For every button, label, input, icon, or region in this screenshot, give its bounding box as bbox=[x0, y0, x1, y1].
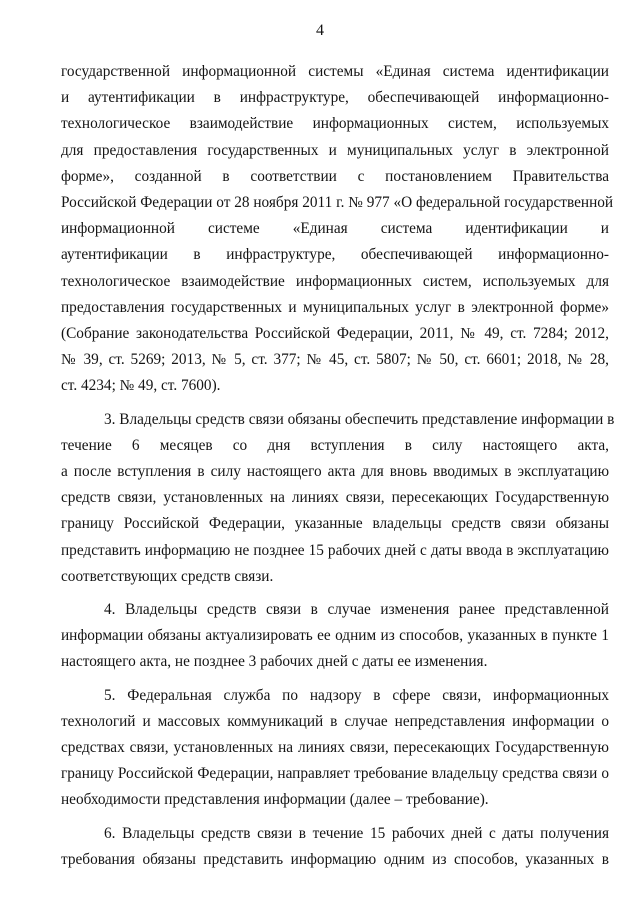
text-line: соответствующих средств связи. bbox=[61, 567, 274, 585]
text-line: предоставления государственных и муниципальных услуг в электронной форме» bbox=[61, 298, 609, 316]
text-line: ст. 4234; № 49, ст. 7600). bbox=[61, 377, 221, 395]
text-line: границу Российской Федерации, направляет требование владельцу средства связи о bbox=[61, 765, 609, 783]
paragraph-item-6 bbox=[61, 821, 609, 873]
text-line: средствах связи, установленных на линиях связи, пересекающих Государственную bbox=[61, 739, 609, 757]
text-line: представить информацию не позднее 15 рабочих дней с даты ввода в эксплуатацию bbox=[61, 541, 609, 559]
text-line: (Собрание законодательства Российской Федерации, 2011, № 49, ст. 7284; 2012, bbox=[61, 325, 609, 343]
text-line: средств связи, установленных на линиях связи, пересекающих Государственную bbox=[61, 489, 609, 507]
text-line: государственной информационной системы «Единая система идентификации bbox=[61, 63, 609, 80]
text-line: настоящего акта, не позднее 3 рабочих дней с даты ее изменения. bbox=[61, 653, 488, 671]
text-line: для предоставления государственных и муниципальных услуг в электронной bbox=[61, 141, 609, 159]
text-line: необходимости представления информации (далее – требование). bbox=[61, 791, 489, 809]
text-line: информационной системе «Единая система идентификации и bbox=[61, 220, 609, 238]
paragraph-item-5 bbox=[61, 683, 609, 814]
text-line: технологическое взаимодействие информационных систем, используемых bbox=[61, 115, 609, 133]
text-line: технологий и массовых коммуникаций в случае непредставления информации о bbox=[61, 712, 609, 730]
text-line: 6. Владельцы средств связи в течение 15 рабочих дней с даты получения bbox=[104, 824, 609, 842]
paragraph-continuation bbox=[61, 59, 614, 400]
text-line: форме», созданной в соответствии с постановлением Правительства bbox=[61, 167, 609, 185]
text-line: 4. Владельцы средств связи в случае изменения ранее представленной bbox=[104, 601, 609, 619]
text-line: № 39, ст. 5269; 2013, № 5, ст. 377; № 45, ст. 5807; № 50, ст. 6601; 2018, № 28, bbox=[61, 351, 609, 369]
text-line: Российской Федерации от 28 ноября 2011 г. № 977 «О федеральной государственной bbox=[61, 194, 614, 212]
text-line: течение 6 месяцев со дня вступления в силу настоящего акта, bbox=[61, 436, 609, 454]
text-line: границу Российской Федерации, указанные владельцы средств связи обязаны bbox=[61, 515, 609, 533]
text-line: технологическое взаимодействие информационных систем, используемых для bbox=[61, 272, 609, 290]
text-line: 3. Владельцы средств связи обязаны обеспечить представление информации в bbox=[104, 410, 615, 428]
page-number: 4 bbox=[316, 22, 324, 39]
text-line: аутентификации в инфраструктуре, обеспечивающей информационно- bbox=[61, 246, 609, 264]
text-line: 5. Федеральная служба по надзору в сфере связи, информационных bbox=[104, 686, 609, 704]
paragraph-item-4 bbox=[61, 597, 609, 676]
text-line: требования обязаны представить информацию одним из способов, указанных в bbox=[61, 850, 609, 868]
text-line: и аутентификации в инфраструктуре, обеспечивающей информационно- bbox=[61, 89, 609, 107]
text-line: а после вступления в силу настоящего акта для вновь вводимых в эксплуатацию bbox=[61, 463, 609, 481]
document-body bbox=[61, 59, 615, 873]
paragraph-item-3 bbox=[61, 407, 615, 590]
text-line: информации обязаны актуализировать ее одним из способов, указанных в пункте 1 bbox=[61, 627, 609, 645]
